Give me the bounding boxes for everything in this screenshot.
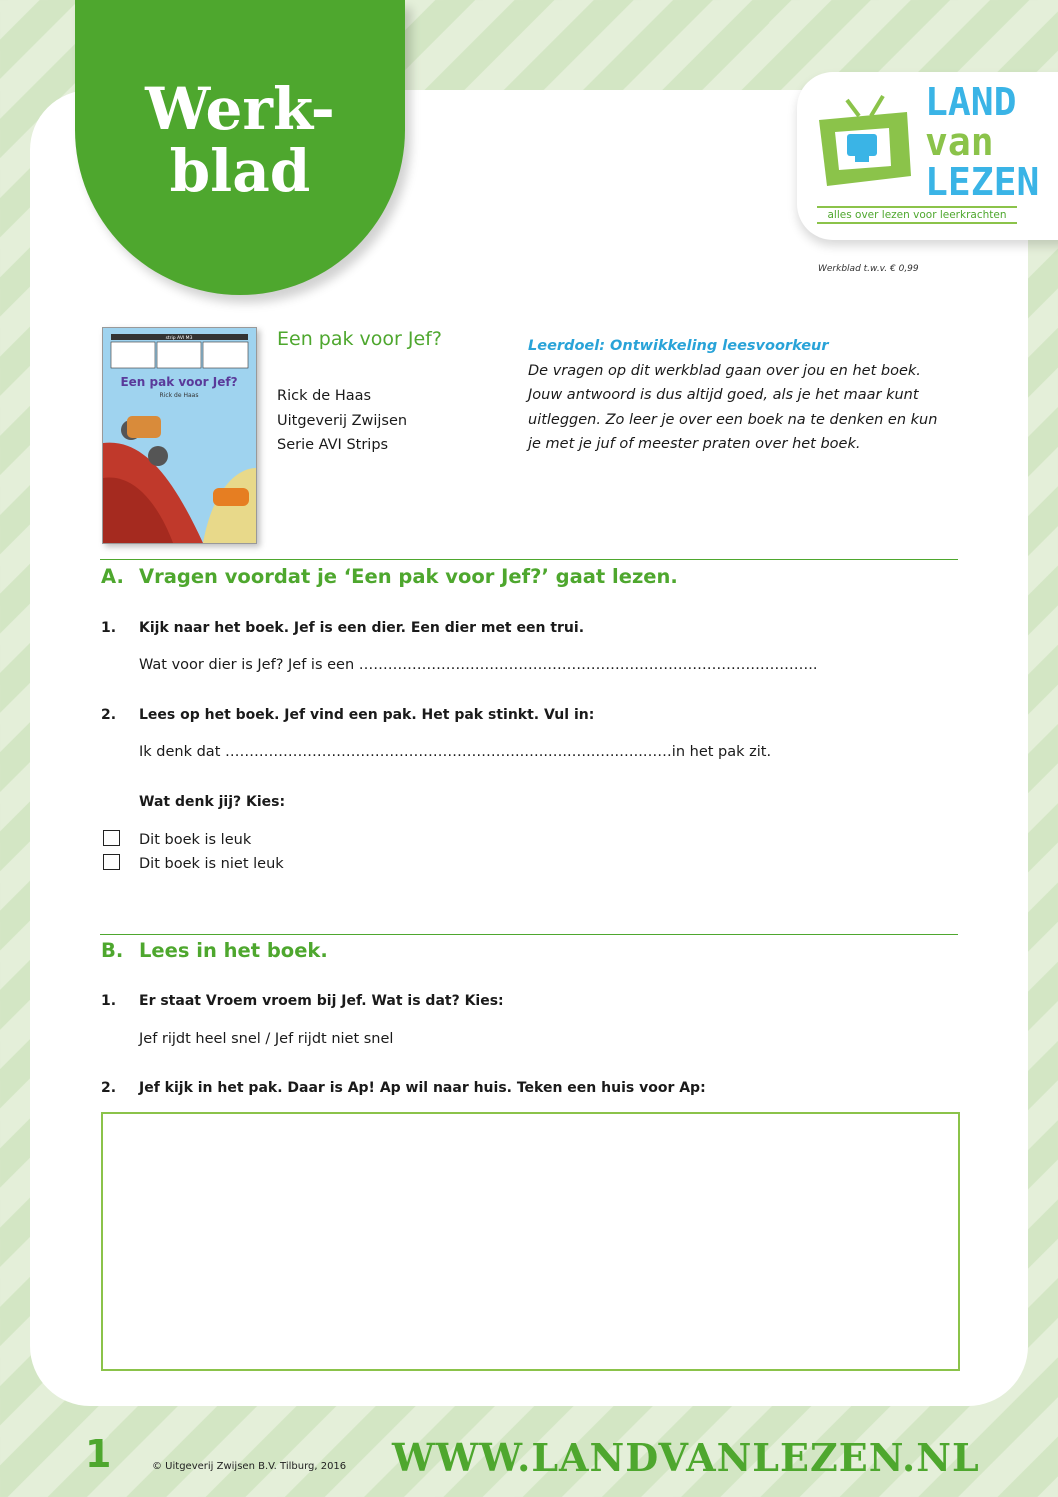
question-a1: 1. Kijk naar het boek. Jef is een dier. Een dier met een trui.	[101, 620, 585, 636]
copyright: © Uitgeverij Zwijsen B.V. Tilburg, 2016	[152, 1461, 347, 1472]
learning-goal-text: De vragen op dit werkblad gaan over jou en het boek. Jouw antwoord is dus altijd goed, als je het maar kunt uitleggen. Zo leer je over een boek na te denken en kun je met je juf of meester praten over het boek.	[528, 362, 938, 452]
drawing-area[interactable]	[101, 1112, 960, 1371]
svg-text:strip AVI M3: strip AVI M3	[165, 336, 193, 341]
option-niet-leuk: Dit boek is niet leuk	[139, 856, 284, 872]
choose-prompt: Wat denk jij? Kies:	[139, 794, 286, 810]
divider	[100, 934, 958, 935]
section-a-title: A. Vragen voordat je ‘Een pak voor Jef?’ gaat lezen.	[101, 565, 678, 588]
book-details	[277, 384, 407, 458]
ribbon-title: Werk- blad	[145, 75, 335, 205]
cover-author: Rick de Haas	[159, 392, 199, 399]
section-b-title: B. Lees in het boek.	[101, 939, 328, 962]
answer-line-a1[interactable]: Wat voor dier is Jef? Jef is een …………………………………………………………………………………..	[139, 657, 818, 673]
book-series: Serie AVI Strips	[277, 437, 389, 453]
learning-goal-title: Leerdoel: Ontwikkeling leesvoorkeur	[528, 338, 829, 354]
answer-line-a2[interactable]: Ik denk dat ……………………………………………………..…..…..…..…..…..……in het pak zit.	[139, 744, 772, 760]
question-b1: 1. Er staat Vroem vroem bij Jef. Wat is dat? Kies:	[101, 993, 504, 1009]
page-number: 1	[85, 1432, 112, 1476]
checkbox-leuk[interactable]	[103, 830, 120, 846]
divider	[100, 559, 958, 560]
answer-choice-b1[interactable]: Jef rijdt heel snel / Jef rijdt niet snel	[139, 1031, 394, 1047]
land-van-lezen-logo	[797, 72, 1058, 240]
logo-wordmark: LAND van LEZEN	[925, 80, 1040, 204]
tv-icon	[815, 90, 915, 190]
book-author: Rick de Haas	[277, 388, 372, 404]
option-leuk: Dit boek is leuk	[139, 832, 252, 848]
book-publisher: Uitgeverij Zwijsen	[277, 412, 408, 429]
cover-title: Een pak voor Jef?	[120, 375, 238, 389]
checkbox-niet-leuk[interactable]	[103, 854, 120, 870]
question-a2: 2. Lees op het boek. Jef vind een pak. Het pak stinkt. Vul in:	[101, 707, 595, 723]
price-note: Werkblad t.w.v. € 0,99	[818, 264, 919, 274]
book-title: Een pak voor Jef?	[277, 328, 442, 350]
book-cover-image	[102, 327, 257, 544]
learning-goal	[528, 334, 948, 457]
question-b2: 2. Jef kijk in het pak. Daar is Ap! Ap wil naar huis. Teken een huis voor Ap:	[101, 1080, 706, 1096]
logo-tagline: alles over lezen voor leerkrachten	[817, 206, 1017, 224]
website-link[interactable]: WWW.LANDVANLEZEN.NL	[392, 1435, 980, 1480]
